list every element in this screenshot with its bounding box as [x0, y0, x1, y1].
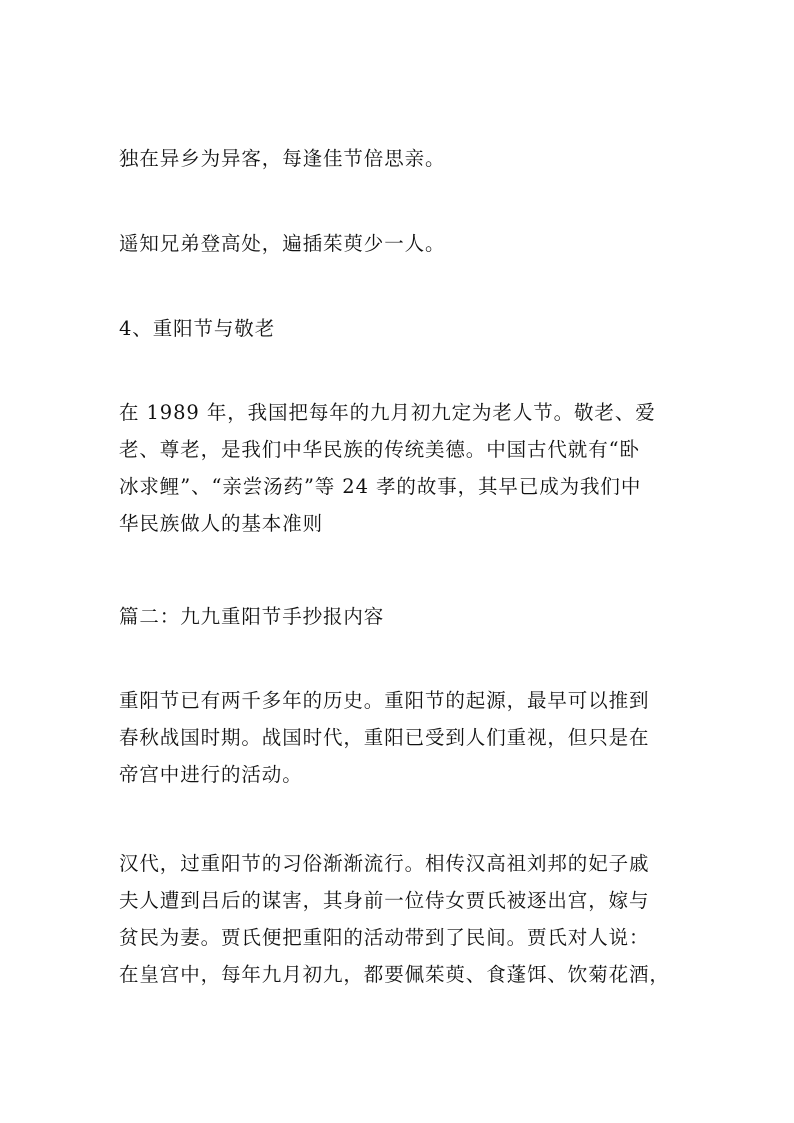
text-line: 重阳节已有两千多年的历史。重阳节的起源，最早可以推到	[119, 689, 650, 712]
paragraph-origin	[119, 682, 687, 793]
text-line: 春秋战国时期。战国时代，重阳已受到人们重视，但只是在	[119, 726, 650, 749]
paragraph-elderly-day	[119, 394, 687, 542]
text-line: 汉代，过重阳节的习俗渐渐流行。相传汉高祖刘邦的妃子戚	[119, 852, 650, 875]
chapter-heading	[119, 598, 687, 635]
text-line: 华民族做人的基本准则	[119, 512, 324, 535]
text-line: 独在异乡为异客，每逢佳节倍思亲。	[119, 147, 446, 170]
text-line: 贫民为妻。贾氏便把重阳的活动带到了民间。贾氏对人说：	[119, 926, 650, 949]
text-line: 遥知兄弟登高处，遍插茱萸少一人。	[119, 232, 446, 255]
poem-line-1	[119, 140, 687, 177]
text-line: 篇二：九九重阳节手抄报内容	[119, 605, 385, 628]
paragraph-han-dynasty	[119, 845, 687, 993]
text-line: 夫人遭到吕后的谋害，其身前一位侍女贾氏被逐出宫，嫁与	[119, 889, 650, 912]
text-line: 在皇宫中，每年九月初九，都要佩茱萸、食蓬饵、饮菊花酒，	[119, 963, 670, 986]
text-line: 4、重阳节与敬老	[119, 317, 276, 340]
text-line: 冰求鲤”、“亲尝汤药”等 24 孝的故事，其早已成为我们中	[119, 475, 642, 498]
poem-line-2	[119, 225, 687, 262]
text-line: 老、尊老，是我们中华民族的传统美德。中国古代就有“卧	[119, 438, 640, 461]
section-heading	[119, 310, 687, 347]
text-line: 帝宫中进行的活动。	[119, 763, 303, 786]
text-line: 在 1989 年，我国把每年的九月初九定为老人节。敬老、爱	[119, 401, 656, 424]
